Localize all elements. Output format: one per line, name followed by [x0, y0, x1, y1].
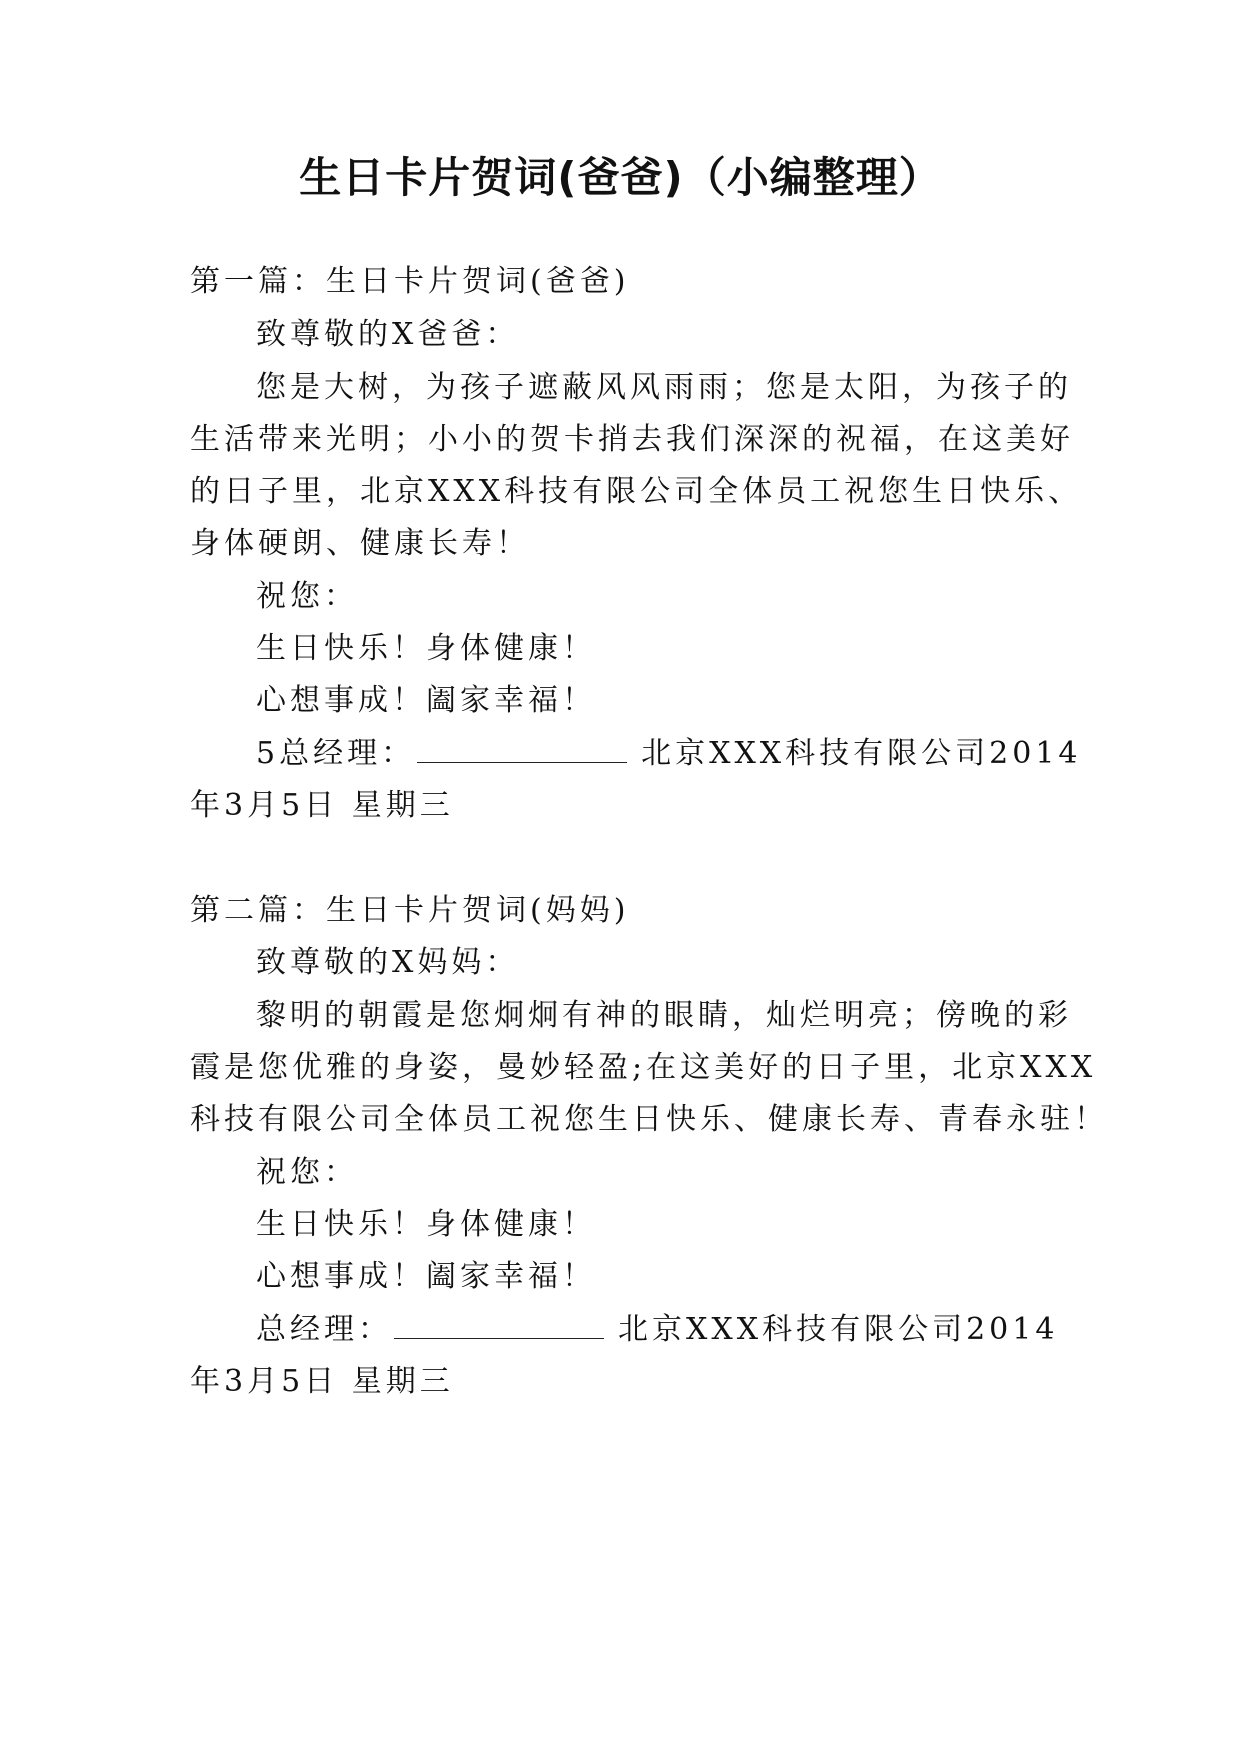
- section-1-wish-intro: 祝您：: [256, 579, 358, 614]
- section-1-paragraph-line: 您是大树，为孩子遮蔽风风雨雨；您是太阳，为孩子的: [256, 370, 1072, 405]
- section-1-date: 年3月5日 星期三: [190, 788, 454, 823]
- section-2-paragraph-line: 霞是您优雅的身姿，曼妙轻盈;在这美好的日子里，北京XXX: [190, 1050, 1097, 1085]
- section-2-wish-line: 生日快乐！身体健康！: [256, 1207, 596, 1242]
- section-1-paragraph-line: 生活带来光明；小小的贺卡捎去我们深深的祝福，在这美好: [190, 422, 1074, 457]
- section-2-paragraph-line: 科技有限公司全体员工祝您生日快乐、健康长寿、青春永驻！: [190, 1102, 1108, 1137]
- section-2-paragraph-line: 黎明的朝霞是您炯炯有神的眼睛，灿烂明亮；傍晚的彩: [256, 998, 1072, 1033]
- section-2-greeting: 致尊敬的X妈妈：: [256, 945, 520, 980]
- section-1-paragraph-line: 身体硬朗、健康长寿！: [190, 526, 530, 561]
- section-2-heading: 第二篇：生日卡片贺词(妈妈): [190, 893, 630, 928]
- signature-blank: [394, 1312, 604, 1339]
- section-1-paragraph-line: 的日子里，北京XXX科技有限公司全体员工祝您生日快乐、: [190, 474, 1083, 509]
- section-2-signature-prefix: 总经理：: [256, 1312, 392, 1347]
- section-2-date: 年3月5日 星期三: [190, 1364, 454, 1399]
- document-title: 生日卡片贺词(爸爸)（小编整理）: [299, 153, 942, 202]
- section-2-signature-line: [256, 1310, 1058, 1350]
- section-1-signature-line: [256, 734, 1082, 774]
- section-2-signature-suffix: 北京XXX科技有限公司2014: [618, 1312, 1059, 1347]
- section-1-wish-line: 心想事成！阖家幸福！: [256, 683, 596, 718]
- section-2-wish-line: 心想事成！阖家幸福！: [256, 1259, 596, 1294]
- signature-blank: [417, 736, 627, 763]
- section-1-greeting: 致尊敬的X爸爸：: [256, 317, 520, 352]
- section-1-signature-suffix: 北京XXX科技有限公司2014: [641, 736, 1082, 771]
- section-1-signature-prefix: 5总经理：: [256, 736, 416, 771]
- section-1-wish-line: 生日快乐！身体健康！: [256, 631, 596, 666]
- section-1-heading: 第一篇：生日卡片贺词(爸爸): [190, 264, 630, 299]
- section-2-wish-intro: 祝您：: [256, 1155, 358, 1190]
